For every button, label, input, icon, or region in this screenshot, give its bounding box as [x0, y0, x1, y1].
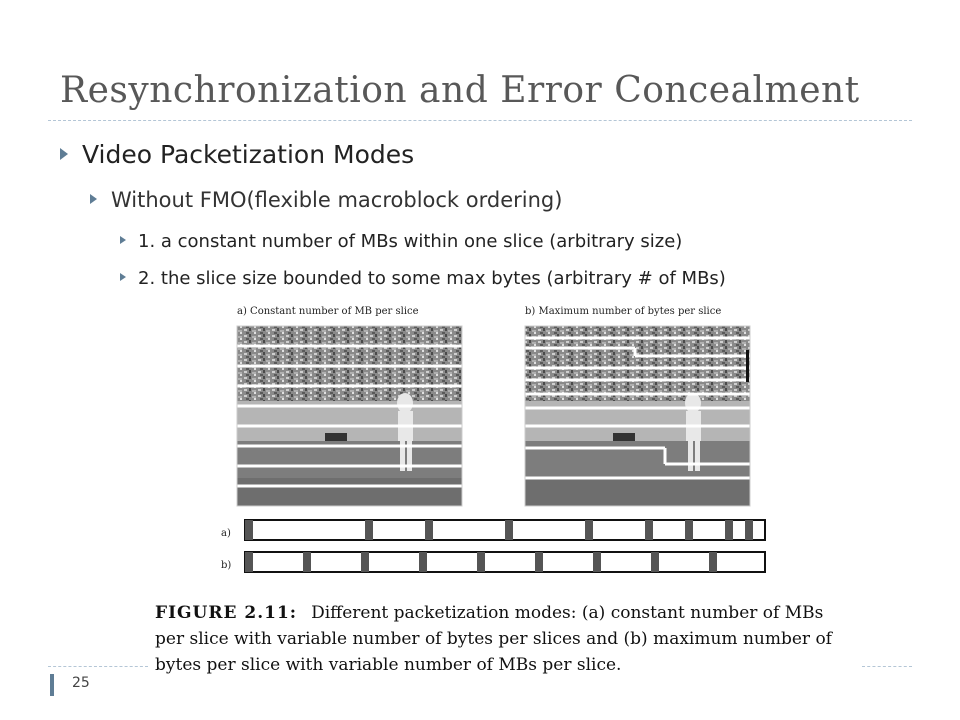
figure-caption-label: FIGURE 2.11: [155, 603, 298, 623]
page-number: 25 [72, 675, 90, 691]
packet-strip-a [245, 520, 765, 540]
panel-a-label: a) Constant number of MB per slice [237, 306, 419, 317]
row-b-label: b) [221, 560, 232, 571]
packet-strip-b [245, 552, 765, 572]
bullet-arrow-icon [60, 148, 68, 160]
bullet-arrow-icon [120, 273, 126, 281]
footer-divider-right [862, 666, 912, 667]
bullet-level3-second-text: 2. the slice size bounded to some max bytes (arbitrary # of MBs) [138, 268, 726, 289]
title-divider [48, 120, 912, 121]
panel-b-label: b) Maximum number of bytes per slice [525, 306, 722, 317]
packetization-figure-graphic [215, 298, 775, 583]
packetization-figure [215, 298, 775, 587]
panel-b-image [525, 326, 750, 506]
bullet-level2-text: Without FMO(flexible macroblock ordering) [111, 188, 563, 212]
bullet-level3-first-text: 1. a constant number of MBs within one slice (arbitrary size) [138, 231, 683, 252]
bullet-level1-text: Video Packetization Modes [82, 140, 415, 169]
bullet-level3-first [120, 231, 682, 252]
bullet-level2 [90, 188, 562, 212]
footer-divider-left [48, 666, 148, 667]
figure-caption [155, 600, 855, 678]
bullet-arrow-icon [90, 194, 97, 204]
bullet-level3-second [120, 268, 726, 289]
slide-title: Resynchronization and Error Concealment [60, 70, 860, 111]
figure-caption-text: Different packetization modes: (a) constant number of MBs per slice with variable number of bytes per slices and (b) maximum number of bytes per slice with variable number of MBs per slice. [155, 603, 832, 675]
bullet-arrow-icon [120, 236, 126, 244]
row-a-label: a) [221, 528, 231, 539]
panel-a-image [237, 326, 462, 506]
bullet-level1 [60, 140, 414, 169]
page-marker [50, 674, 54, 696]
